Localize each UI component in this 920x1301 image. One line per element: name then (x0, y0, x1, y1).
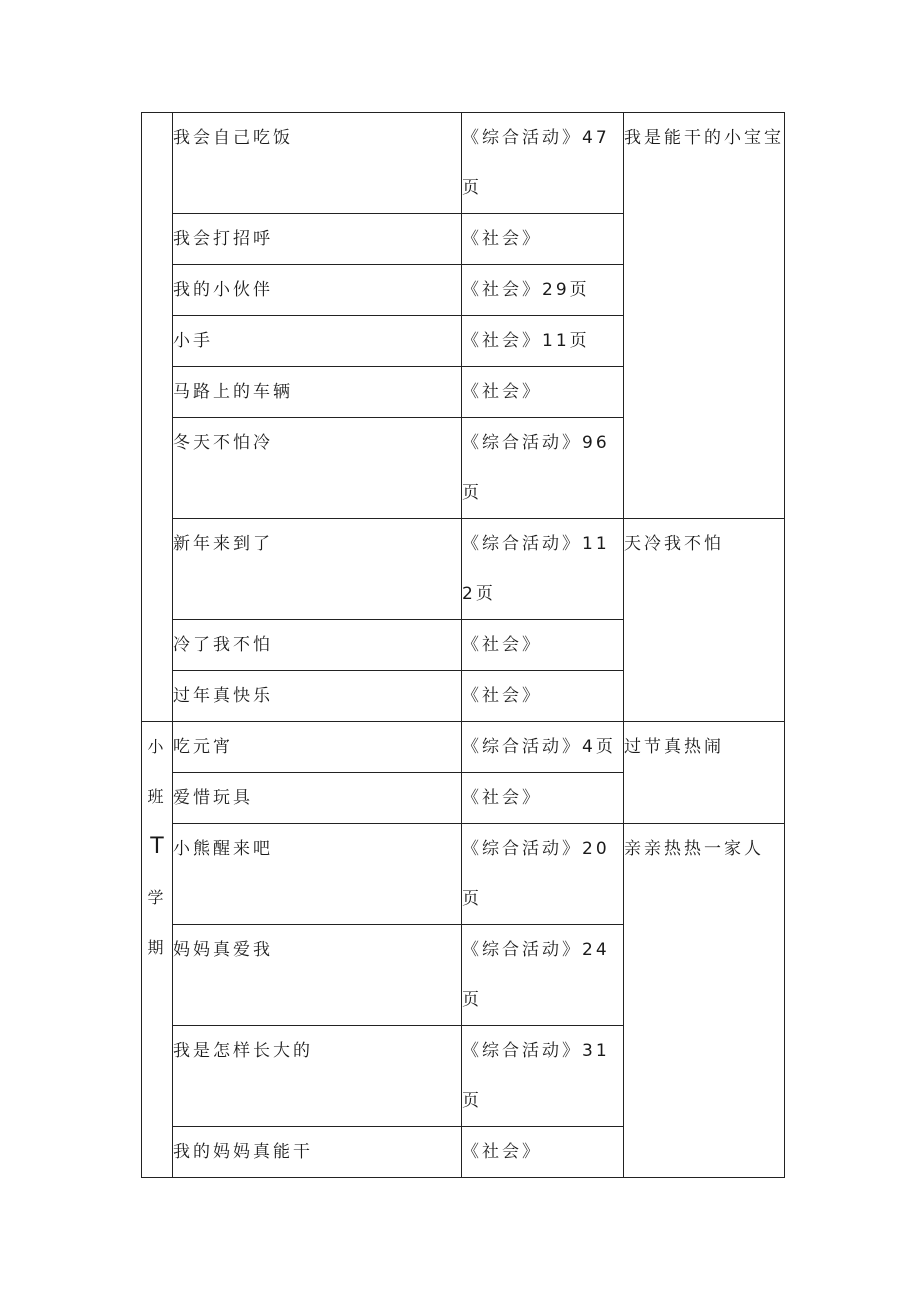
source-reference: 《综合活动》31页 (462, 1026, 624, 1127)
semester-cell (142, 722, 173, 1178)
table-row (142, 519, 785, 620)
table-row (142, 824, 785, 925)
semester-cell (142, 113, 173, 722)
activity-name: 我的妈妈真能干 (173, 1127, 462, 1178)
source-reference: 《社会》 (462, 1127, 624, 1178)
theme-cell: 我是能干的小宝宝 (624, 113, 785, 519)
source-reference: 《综合活动》24页 (462, 925, 624, 1026)
semester-char: 期 (147, 938, 167, 957)
activity-name: 我的小伙伴 (173, 265, 462, 316)
source-reference: 《综合活动》96页 (462, 418, 624, 519)
table-row (142, 113, 785, 214)
theme-cell: 天冷我不怕 (624, 519, 785, 722)
source-reference: 《社会》 (462, 773, 624, 824)
source-reference: 《综合活动》4页 (462, 722, 624, 773)
semester-char: 学 (147, 888, 167, 907)
activity-name: 马路上的车辆 (173, 367, 462, 418)
source-reference: 《综合活动》47页 (462, 113, 624, 214)
semester-char: 小 (147, 737, 167, 756)
source-reference: 《社会》 (462, 671, 624, 722)
source-reference: 《综合活动》112页 (462, 519, 624, 620)
activity-name: 小熊醒来吧 (173, 824, 462, 925)
theme-cell: 过节真热闹 (624, 722, 785, 824)
activity-name: 吃元宵 (173, 722, 462, 773)
source-reference: 《社会》 (462, 620, 624, 671)
activity-name: 冷了我不怕 (173, 620, 462, 671)
table-row (142, 722, 785, 773)
activity-name: 冬天不怕冷 (173, 418, 462, 519)
curriculum-table (141, 112, 785, 1178)
semester-char: 班 (147, 787, 167, 806)
activity-name: 小手 (173, 316, 462, 367)
activity-name: 爱惜玩具 (173, 773, 462, 824)
activity-name: 妈妈真爱我 (173, 925, 462, 1026)
activity-name: 我会自己吃饭 (173, 113, 462, 214)
source-reference: 《综合活动》20页 (462, 824, 624, 925)
source-reference: 《社会》11页 (462, 316, 624, 367)
activity-name: 我是怎样长大的 (173, 1026, 462, 1127)
activity-name: 新年来到了 (173, 519, 462, 620)
source-reference: 《社会》 (462, 214, 624, 265)
source-reference: 《社会》 (462, 367, 624, 418)
semester-char: T (150, 834, 164, 859)
activity-name: 我会打招呼 (173, 214, 462, 265)
activity-name: 过年真快乐 (173, 671, 462, 722)
theme-cell: 亲亲热热一家人 (624, 824, 785, 1178)
source-reference: 《社会》29页 (462, 265, 624, 316)
